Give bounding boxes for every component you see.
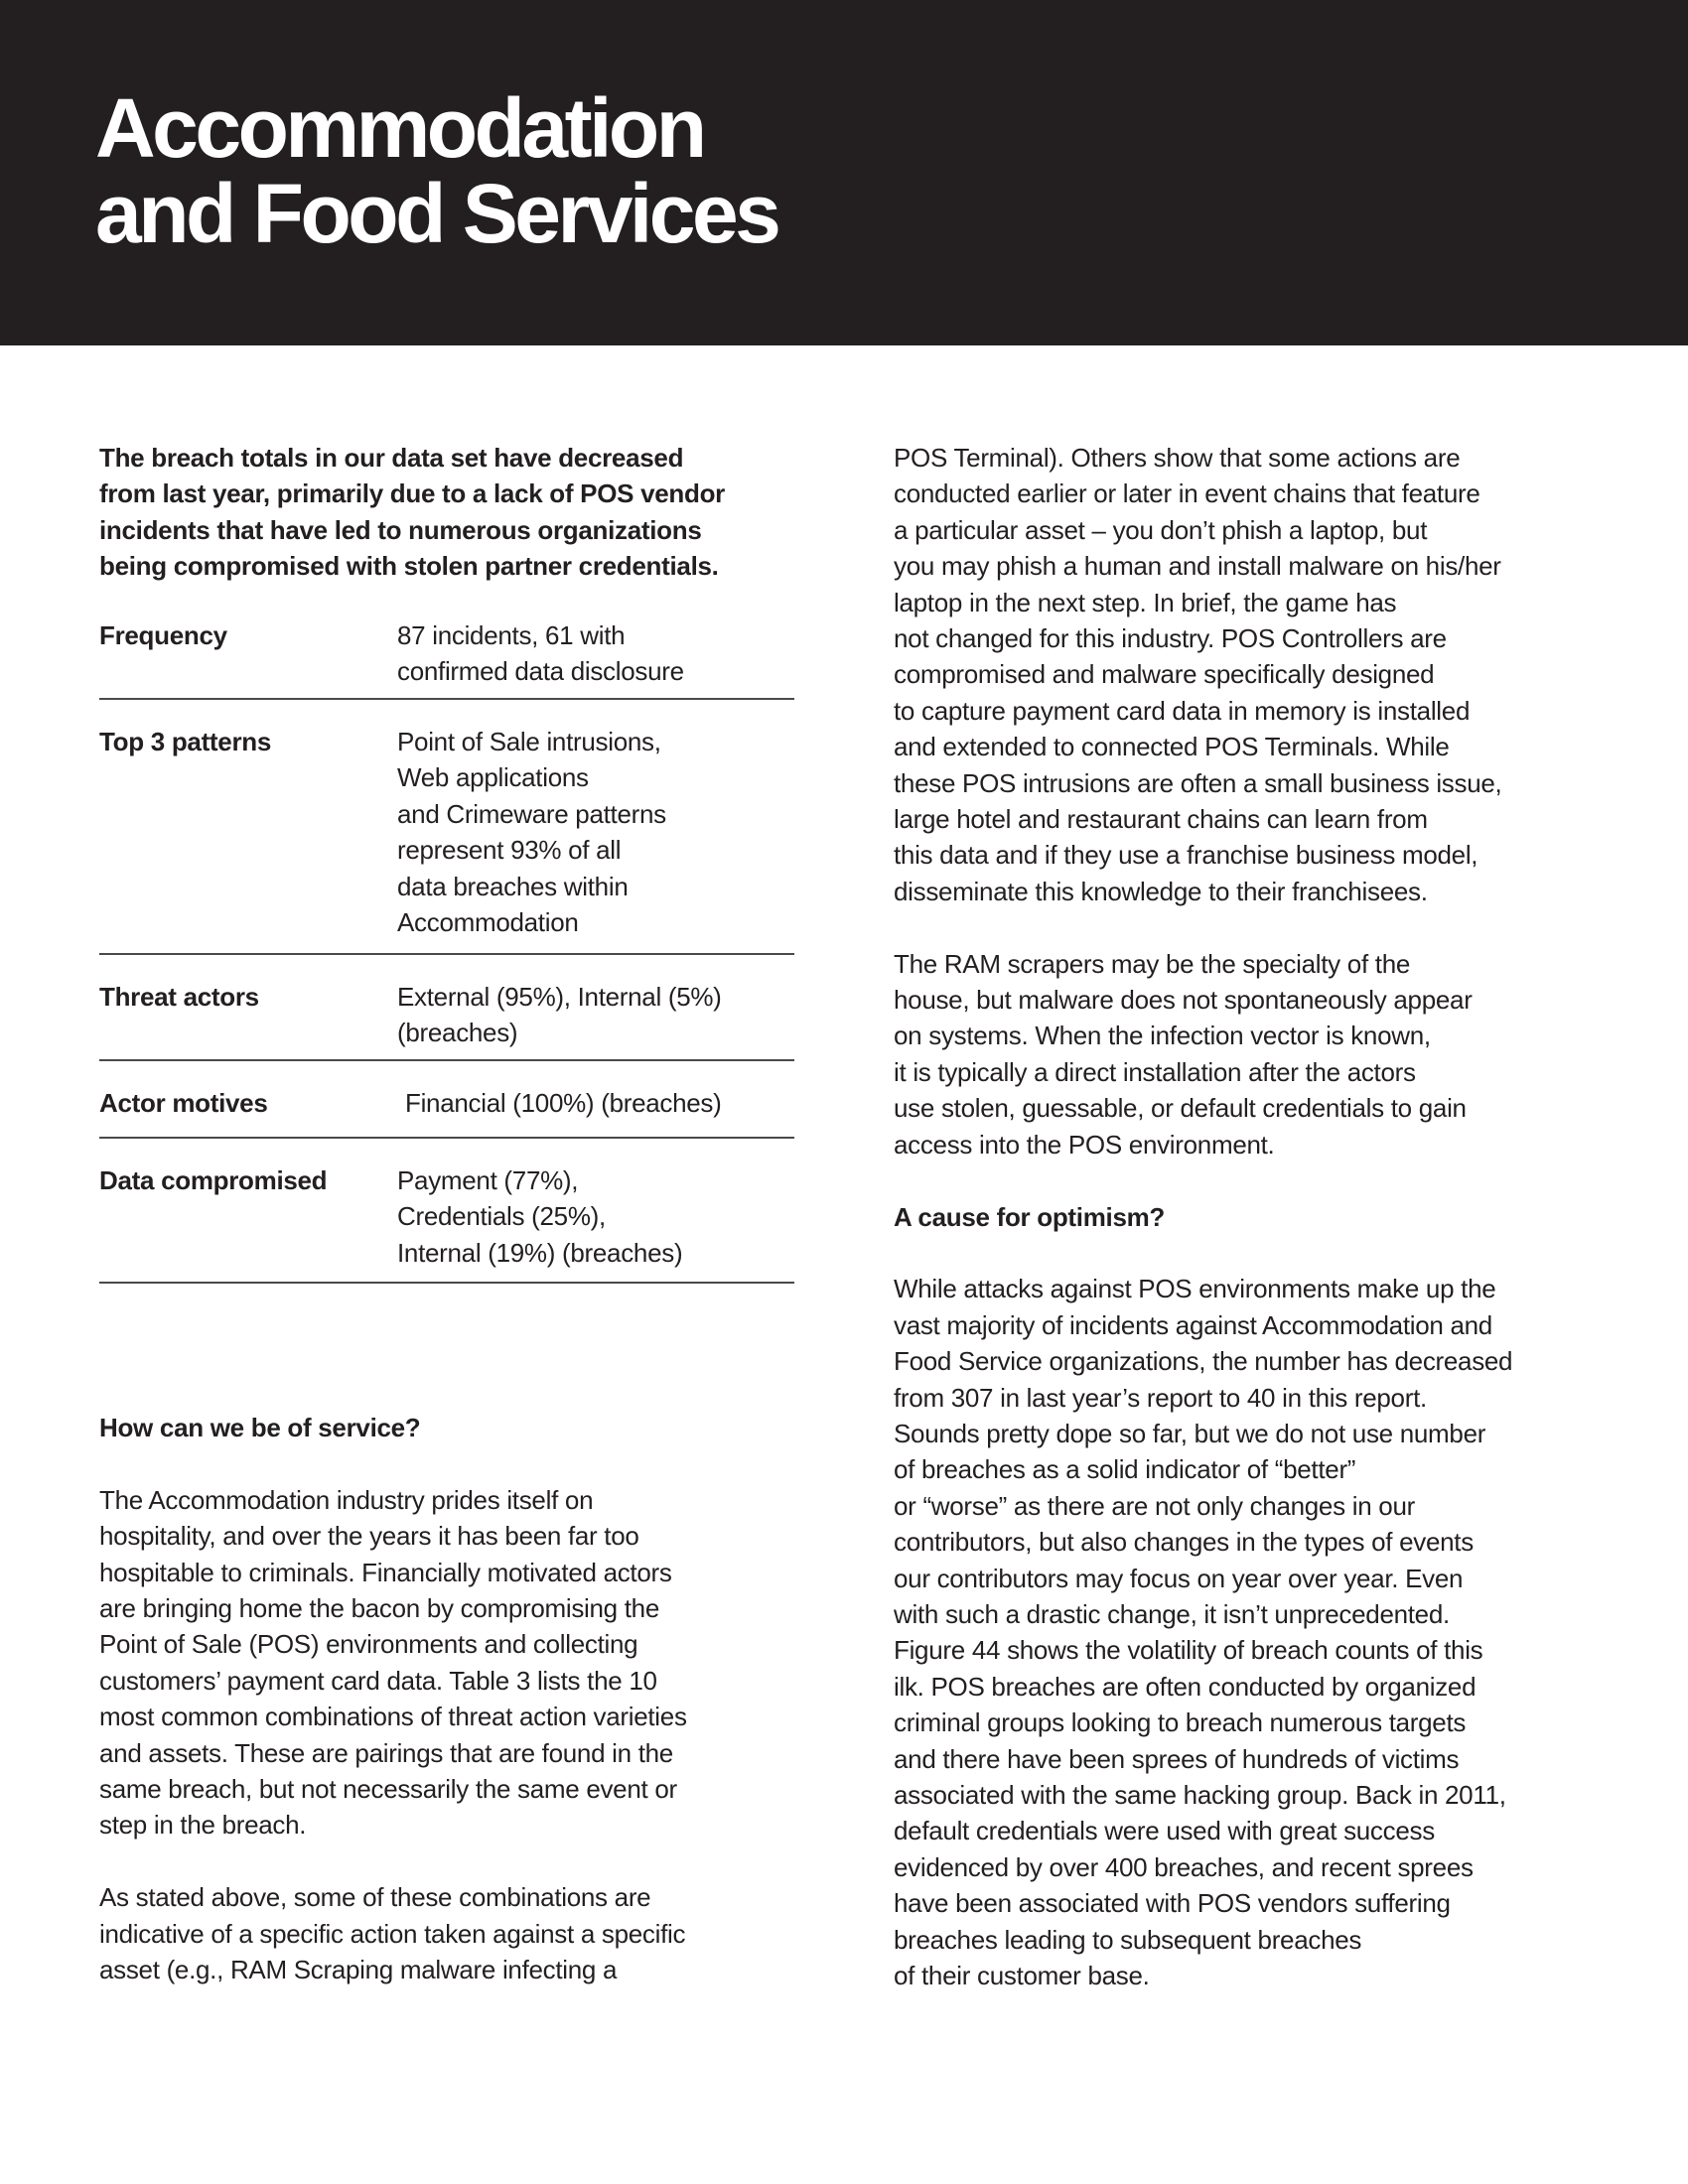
text-line: and there have been sprees of hundreds of victims xyxy=(894,1743,1460,1774)
row-value xyxy=(397,979,722,1051)
paragraph xyxy=(894,946,1609,1162)
text-line: it is typically a direct installation after the actors xyxy=(894,1056,1416,1087)
row-value xyxy=(397,724,666,940)
paragraph xyxy=(894,1271,1609,1993)
paragraph xyxy=(99,1482,814,1843)
text-line: have been associated with POS vendors suffering xyxy=(894,1888,1451,1919)
text-line: POS Terminal). Others show that some actions are xyxy=(894,443,1461,473)
text-line: Web applications xyxy=(397,762,589,793)
intro-summary xyxy=(99,440,794,585)
service-section xyxy=(99,1410,814,2024)
text-line: The breach totals in our data set have decreased xyxy=(99,443,684,473)
text-line: breaches leading to subsequent breaches xyxy=(894,1924,1362,1955)
text-line: External (95%), Internal (5%) xyxy=(397,982,722,1012)
text-line: same breach, but not necessarily the same event or xyxy=(99,1774,677,1805)
text-line: hospitable to criminals. Financially motivated actors xyxy=(99,1557,672,1587)
text-line: step in the breach. xyxy=(99,1810,307,1841)
table-row xyxy=(99,955,794,1061)
text-line: access into the POS environment. xyxy=(894,1129,1275,1160)
text-line: and extended to connected POS Terminals. While xyxy=(894,732,1450,762)
section-heading: A cause for optimism? xyxy=(894,1201,1166,1232)
row-label: Frequency xyxy=(99,620,227,650)
text-line: not changed for this industry. POS Controllers are xyxy=(894,623,1447,654)
text-line: Accommodation xyxy=(397,907,579,938)
text-line: asset (e.g., RAM Scraping malware infecting a xyxy=(99,1955,618,1985)
text-line: confirmed data disclosure xyxy=(397,656,684,687)
text-line: criminal groups looking to breach numerous targets xyxy=(894,1707,1467,1738)
text-line: Internal (19%) (breaches) xyxy=(397,1237,683,1268)
row-value xyxy=(397,617,684,690)
text-line: large hotel and restaurant chains can learn from xyxy=(894,804,1428,835)
text-line: The Accommodation industry prides itself on xyxy=(99,1484,594,1515)
text-line: compromised and malware specifically designed xyxy=(894,659,1435,690)
text-line: Financial (100%) (breaches) xyxy=(405,1088,722,1118)
text-line: (breaches) xyxy=(397,1018,518,1048)
text-line: Point of Sale (POS) environments and collecting xyxy=(99,1629,638,1660)
text-line: use stolen, guessable, or default credentials to gain xyxy=(894,1093,1467,1124)
text-line: As stated above, some of these combinations are xyxy=(99,1882,651,1913)
text-line: incidents that have led to numerous organizations xyxy=(99,514,702,545)
section-heading: How can we be of service? xyxy=(99,1413,421,1442)
text-line: and Crimeware patterns xyxy=(397,798,666,829)
text-line: ilk. POS breaches are often conducted by organized xyxy=(894,1671,1477,1702)
text-line: contributors, but also changes in the types of events xyxy=(894,1527,1474,1558)
text-line: this data and if they use a franchise business model, xyxy=(894,840,1478,871)
text-line: While attacks against POS environments make up the xyxy=(894,1274,1496,1304)
text-line: and assets. These are pairings that are found in the xyxy=(99,1737,673,1768)
text-line: house, but malware does not spontaneously appear xyxy=(894,985,1473,1016)
text-line: Figure 44 shows the volatility of breach counts of this xyxy=(894,1635,1483,1666)
text-line: represent 93% of all xyxy=(397,835,622,866)
text-line: Sounds pretty dope so far, but we do not use number xyxy=(894,1418,1486,1448)
text-line: on systems. When the infection vector is known, xyxy=(894,1021,1431,1051)
summary-table xyxy=(99,613,794,1284)
text-line: data breaches within xyxy=(397,871,629,901)
table-row xyxy=(99,700,794,955)
paragraph xyxy=(894,440,1609,909)
text-line: from last year, primarily due to a lack of POS vendor xyxy=(99,478,725,509)
text-line: The RAM scrapers may be the specialty of the xyxy=(894,948,1411,979)
paragraph xyxy=(99,1879,814,1987)
text-line: with such a drastic change, it isn’t unprecedented. xyxy=(894,1598,1450,1629)
page-title xyxy=(95,81,778,260)
text-line: our contributors may focus on year over year. Even xyxy=(894,1563,1464,1593)
title-banner xyxy=(0,0,1688,345)
text-line: laptop in the next step. In brief, the game has xyxy=(894,587,1397,617)
text-line: customers’ payment card data. Table 3 lists the 10 xyxy=(99,1665,657,1696)
row-label: Threat actors xyxy=(99,982,259,1012)
table-row xyxy=(99,1139,794,1284)
text-line: to capture payment card data in memory is installed xyxy=(894,695,1471,726)
text-line: associated with the same hacking group. Back in 2011, xyxy=(894,1779,1506,1810)
text-line: indicative of a specific action taken against a specific xyxy=(99,1918,686,1949)
row-label: Actor motives xyxy=(99,1088,268,1118)
row-label: Data compromised xyxy=(99,1165,328,1195)
table-row xyxy=(99,613,794,700)
row-value xyxy=(397,1162,682,1271)
text-line: Credentials (25%), xyxy=(397,1201,606,1232)
right-column xyxy=(894,440,1609,2030)
text-line: evidenced by over 400 breaches, and recent sprees xyxy=(894,1851,1474,1882)
text-line: of breaches as a solid indicator of “better” xyxy=(894,1454,1356,1485)
text-line: Food Service organizations, the number has decreased xyxy=(894,1346,1513,1377)
text-line: a particular asset – you don’t phish a laptop, but xyxy=(894,514,1428,545)
text-line: or “worse” as there are not only changes in our xyxy=(894,1490,1415,1521)
text-line: Payment (77%), xyxy=(397,1165,579,1195)
table-row xyxy=(99,1061,794,1139)
text-line: of their customer base. xyxy=(894,1961,1150,1991)
row-value xyxy=(405,1085,722,1121)
title-line: and Food Services xyxy=(95,167,778,260)
title-line: Accommodation xyxy=(95,81,704,175)
text-line: 87 incidents, 61 with xyxy=(397,620,626,650)
text-line: are bringing home the bacon by compromising the xyxy=(99,1593,660,1624)
text-line: Point of Sale intrusions, xyxy=(397,727,661,756)
row-label: Top 3 patterns xyxy=(99,727,272,756)
text-line: disseminate this knowledge to their franchisees. xyxy=(894,876,1428,906)
text-line: being compromised with stolen partner credentials. xyxy=(99,551,719,582)
text-line: these POS intrusions are often a small business issue, xyxy=(894,767,1502,798)
text-line: hospitality, and over the years it has been far too xyxy=(99,1521,639,1552)
text-line: from 307 in last year’s report to 40 in this report. xyxy=(894,1382,1427,1413)
text-line: you may phish a human and install malware on his/her xyxy=(894,551,1501,582)
text-line: default credentials were used with great success xyxy=(894,1816,1435,1846)
text-line: most common combinations of threat action varieties xyxy=(99,1702,687,1732)
text-line: vast majority of incidents against Accommodation and xyxy=(894,1309,1492,1340)
text-line: conducted earlier or later in event chains that feature xyxy=(894,478,1480,509)
